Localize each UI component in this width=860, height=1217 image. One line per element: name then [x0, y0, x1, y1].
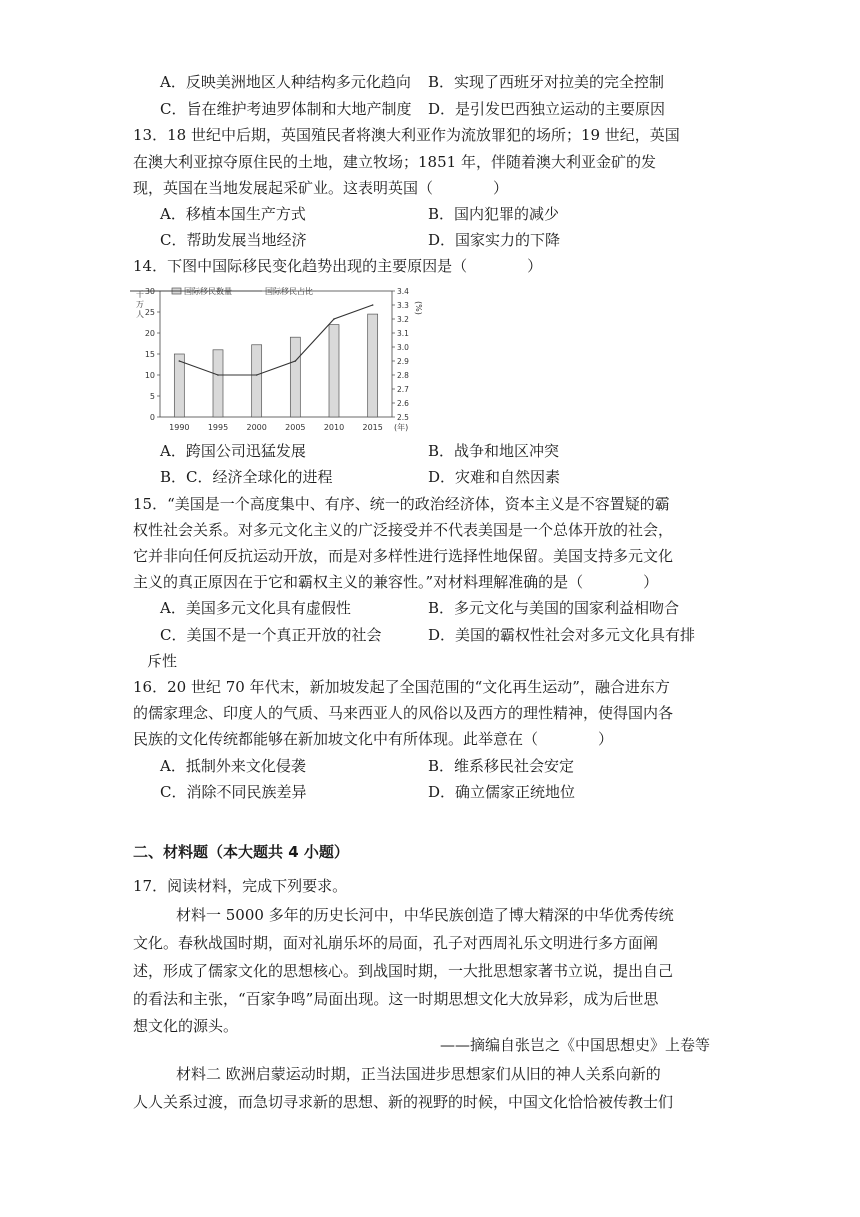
q17-material-1-source: ——摘编自张岂之《中国思想史》上卷等: [440, 1036, 711, 1054]
q16-option-a[interactable]: A．抵制外来文化侵袭: [160, 757, 306, 775]
bar-international-migrants: [329, 325, 339, 417]
q17-stem: 17．阅读材料，完成下列要求。: [133, 877, 348, 895]
q15-option-d[interactable]: D．美国的霸权性社会对多元文化具有排: [428, 626, 696, 644]
right-axis-tick-label: 3.4: [397, 287, 409, 296]
q12-option-a[interactable]: A．反映美洲地区人种结构多元化趋向: [160, 73, 411, 91]
bar-international-migrants: [368, 314, 378, 417]
q13-option-b[interactable]: B．国内犯罪的减少: [428, 205, 560, 223]
q16-stem-line-3: 民族的文化传统都能够在新加坡文化中有所体现。此举意在（ ）: [133, 730, 614, 748]
line-point-migrant-share: [217, 374, 219, 376]
line-point-migrant-share: [295, 360, 297, 362]
x-axis-unit-label: (年): [394, 423, 409, 432]
right-axis-tick-label: 3.0: [397, 343, 409, 352]
x-axis-tick-label: 2015: [362, 423, 383, 432]
right-axis-tick-label: 2.9: [397, 357, 409, 366]
q13-option-c[interactable]: C．帮助发展当地经济: [160, 231, 307, 249]
q15-stem-line-1: 15．“美国是一个高度集中、有序、统一的政治经济体，资本主义是不容置疑的霸: [133, 495, 670, 513]
right-axis-tick-label: 2.6: [397, 399, 409, 408]
line-point-migrant-share: [372, 304, 374, 306]
left-axis-unit-label-1: 千: [136, 290, 144, 299]
x-axis-tick-label: 2000: [246, 423, 267, 432]
q16-stem-line-2: 的儒家理念、印度人的气质、马来西亚人的风俗以及西方的理性精神，使得国内各: [133, 704, 674, 722]
line-point-migrant-share: [179, 360, 181, 362]
q15-stem-line-2: 权性社会关系。对多元文化主义的广泛接受并不代表美国是一个总体开放的社会，: [133, 521, 674, 539]
left-axis-tick-label: 0: [149, 413, 155, 422]
q16-option-c[interactable]: C．消除不同民族差异: [160, 783, 307, 801]
q13-stem-line-1: 13．18 世纪中后期，英国殖民者将澳大利亚作为流放罪犯的场所；19 世纪，英国: [133, 126, 680, 144]
x-axis-tick-label: 1995: [207, 423, 229, 432]
q17-material-1-line-3: 述，形成了儒家文化的思想核心。到战国时期，一大批思想家著书立说，提出自己: [133, 962, 674, 980]
right-axis-tick-label: 2.5: [397, 413, 409, 422]
q15-option-a[interactable]: A．美国多元文化具有虚假性: [160, 599, 351, 617]
q14-option-b[interactable]: B．战争和地区冲突: [428, 442, 560, 460]
line-migrant-share: [179, 305, 372, 375]
q16-stem-line-1: 16．20 世纪 70 年代末，新加坡发起了全国范围的“文化再生运动”，融合进东方: [133, 678, 670, 696]
legend-bar-label: 国际移民数量: [184, 287, 232, 296]
bar-international-migrants: [252, 345, 262, 417]
right-axis-tick-label: 2.7: [397, 385, 409, 394]
line-point-migrant-share: [333, 318, 335, 320]
legend-line-label: 国际移民占比: [265, 287, 313, 296]
q12-option-b[interactable]: B．实现了西班牙对拉美的完全控制: [428, 73, 665, 91]
x-axis-tick-label: 2005: [285, 423, 306, 432]
q13-stem-line-2: 在澳大利亚掠夺原住民的土地，建立牧场；1851 年，伴随着澳大利亚金矿的发: [133, 153, 656, 171]
right-axis-tick-label: 3.2: [397, 315, 409, 324]
q14-option-d[interactable]: D．灾难和自然因素: [428, 468, 561, 486]
q12-option-c[interactable]: C．旨在维护考迪罗体制和大地产制度: [160, 100, 412, 118]
q16-option-d[interactable]: D．确立儒家正统地位: [428, 783, 576, 801]
plot-frame: [160, 291, 392, 417]
q13-option-a[interactable]: A．移植本国生产方式: [160, 205, 306, 223]
bar-international-migrants: [290, 337, 300, 417]
x-axis-tick-label: 1990: [169, 423, 190, 432]
right-axis-unit-label: (%): [414, 301, 423, 315]
right-axis-tick-label: 3.3: [397, 301, 409, 310]
q15-stem-line-4: 主义的真正原因在于它和霸权主义的兼容性。”对材料理解准确的是（ ）: [133, 573, 659, 591]
q17-material-1-line-4: 的看法和主张，“百家争鸣”局面出现。这一时期思想文化大放异彩，成为后世思: [133, 990, 659, 1008]
q14-stem: 14．下图中国际移民变化趋势出现的主要原因是（ ）: [133, 257, 543, 275]
left-axis-tick-label: 10: [144, 371, 155, 380]
q12-option-d[interactable]: D．是引发巴西独立运动的主要原因: [428, 100, 666, 118]
q17-material-2-line-1: 材料二 欧洲启蒙运动时期，正当法国进步思想家们从旧的神人关系向新的: [176, 1065, 661, 1083]
q14-option-a[interactable]: A．跨国公司迅猛发展: [160, 442, 306, 460]
left-axis-tick-label: 25: [144, 308, 155, 317]
q15-option-b[interactable]: B．多元文化与美国的国家利益相吻合: [428, 599, 680, 617]
q16-option-b[interactable]: B．维系移民社会安定: [428, 757, 575, 775]
q17-material-1-line-5: 想文化的源头。: [133, 1017, 239, 1035]
bar-international-migrants: [213, 350, 223, 417]
left-axis-unit-label-2: 万: [136, 300, 144, 309]
right-axis-tick-label: 3.1: [397, 329, 409, 338]
left-axis-tick-label: 20: [144, 329, 155, 338]
q13-stem-line-3: 现，英国在当地发展起采矿业。这表明英国（ ）: [133, 179, 509, 197]
migration-chart: [130, 285, 430, 440]
line-point-migrant-share: [256, 374, 258, 376]
left-axis-tick-label: 30: [144, 287, 155, 296]
q15-option-c[interactable]: C．美国不是一个真正开放的社会: [160, 626, 382, 644]
x-axis-tick-label: 2010: [323, 423, 345, 432]
q13-option-d[interactable]: D．国家实力的下降: [428, 231, 561, 249]
right-axis-tick-label: 2.8: [397, 371, 409, 380]
bar-international-migrants: [174, 354, 184, 417]
q14-option-c[interactable]: B．C．经济全球化的进程: [160, 468, 333, 486]
q15-option-d-continued: 斥性: [147, 652, 178, 670]
q17-material-1-line-2: 文化。春秋战国时期，面对礼崩乐坏的局面，孔子对西周礼乐文明进行多方面阐: [133, 934, 659, 952]
left-axis-unit-label-3: 人: [136, 310, 144, 319]
section-2-heading: 二、材料题（本大题共 4 小题）: [133, 843, 349, 861]
left-axis-tick-label: 15: [144, 350, 155, 359]
q17-material-2-line-2: 人人关系过渡，而急切寻求新的思想、新的视野的时候，中国文化恰恰被传教士们: [133, 1093, 674, 1111]
q17-material-1-line-1: 材料一 5000 多年的历史长河中，中华民族创造了博大精深的中华优秀传统: [176, 906, 674, 924]
q15-stem-line-3: 它并非向任何反抗运动开放，而是对多样性进行选择性地保留。美国支持多元文化: [133, 547, 674, 565]
left-axis-tick-label: 5: [149, 392, 155, 401]
